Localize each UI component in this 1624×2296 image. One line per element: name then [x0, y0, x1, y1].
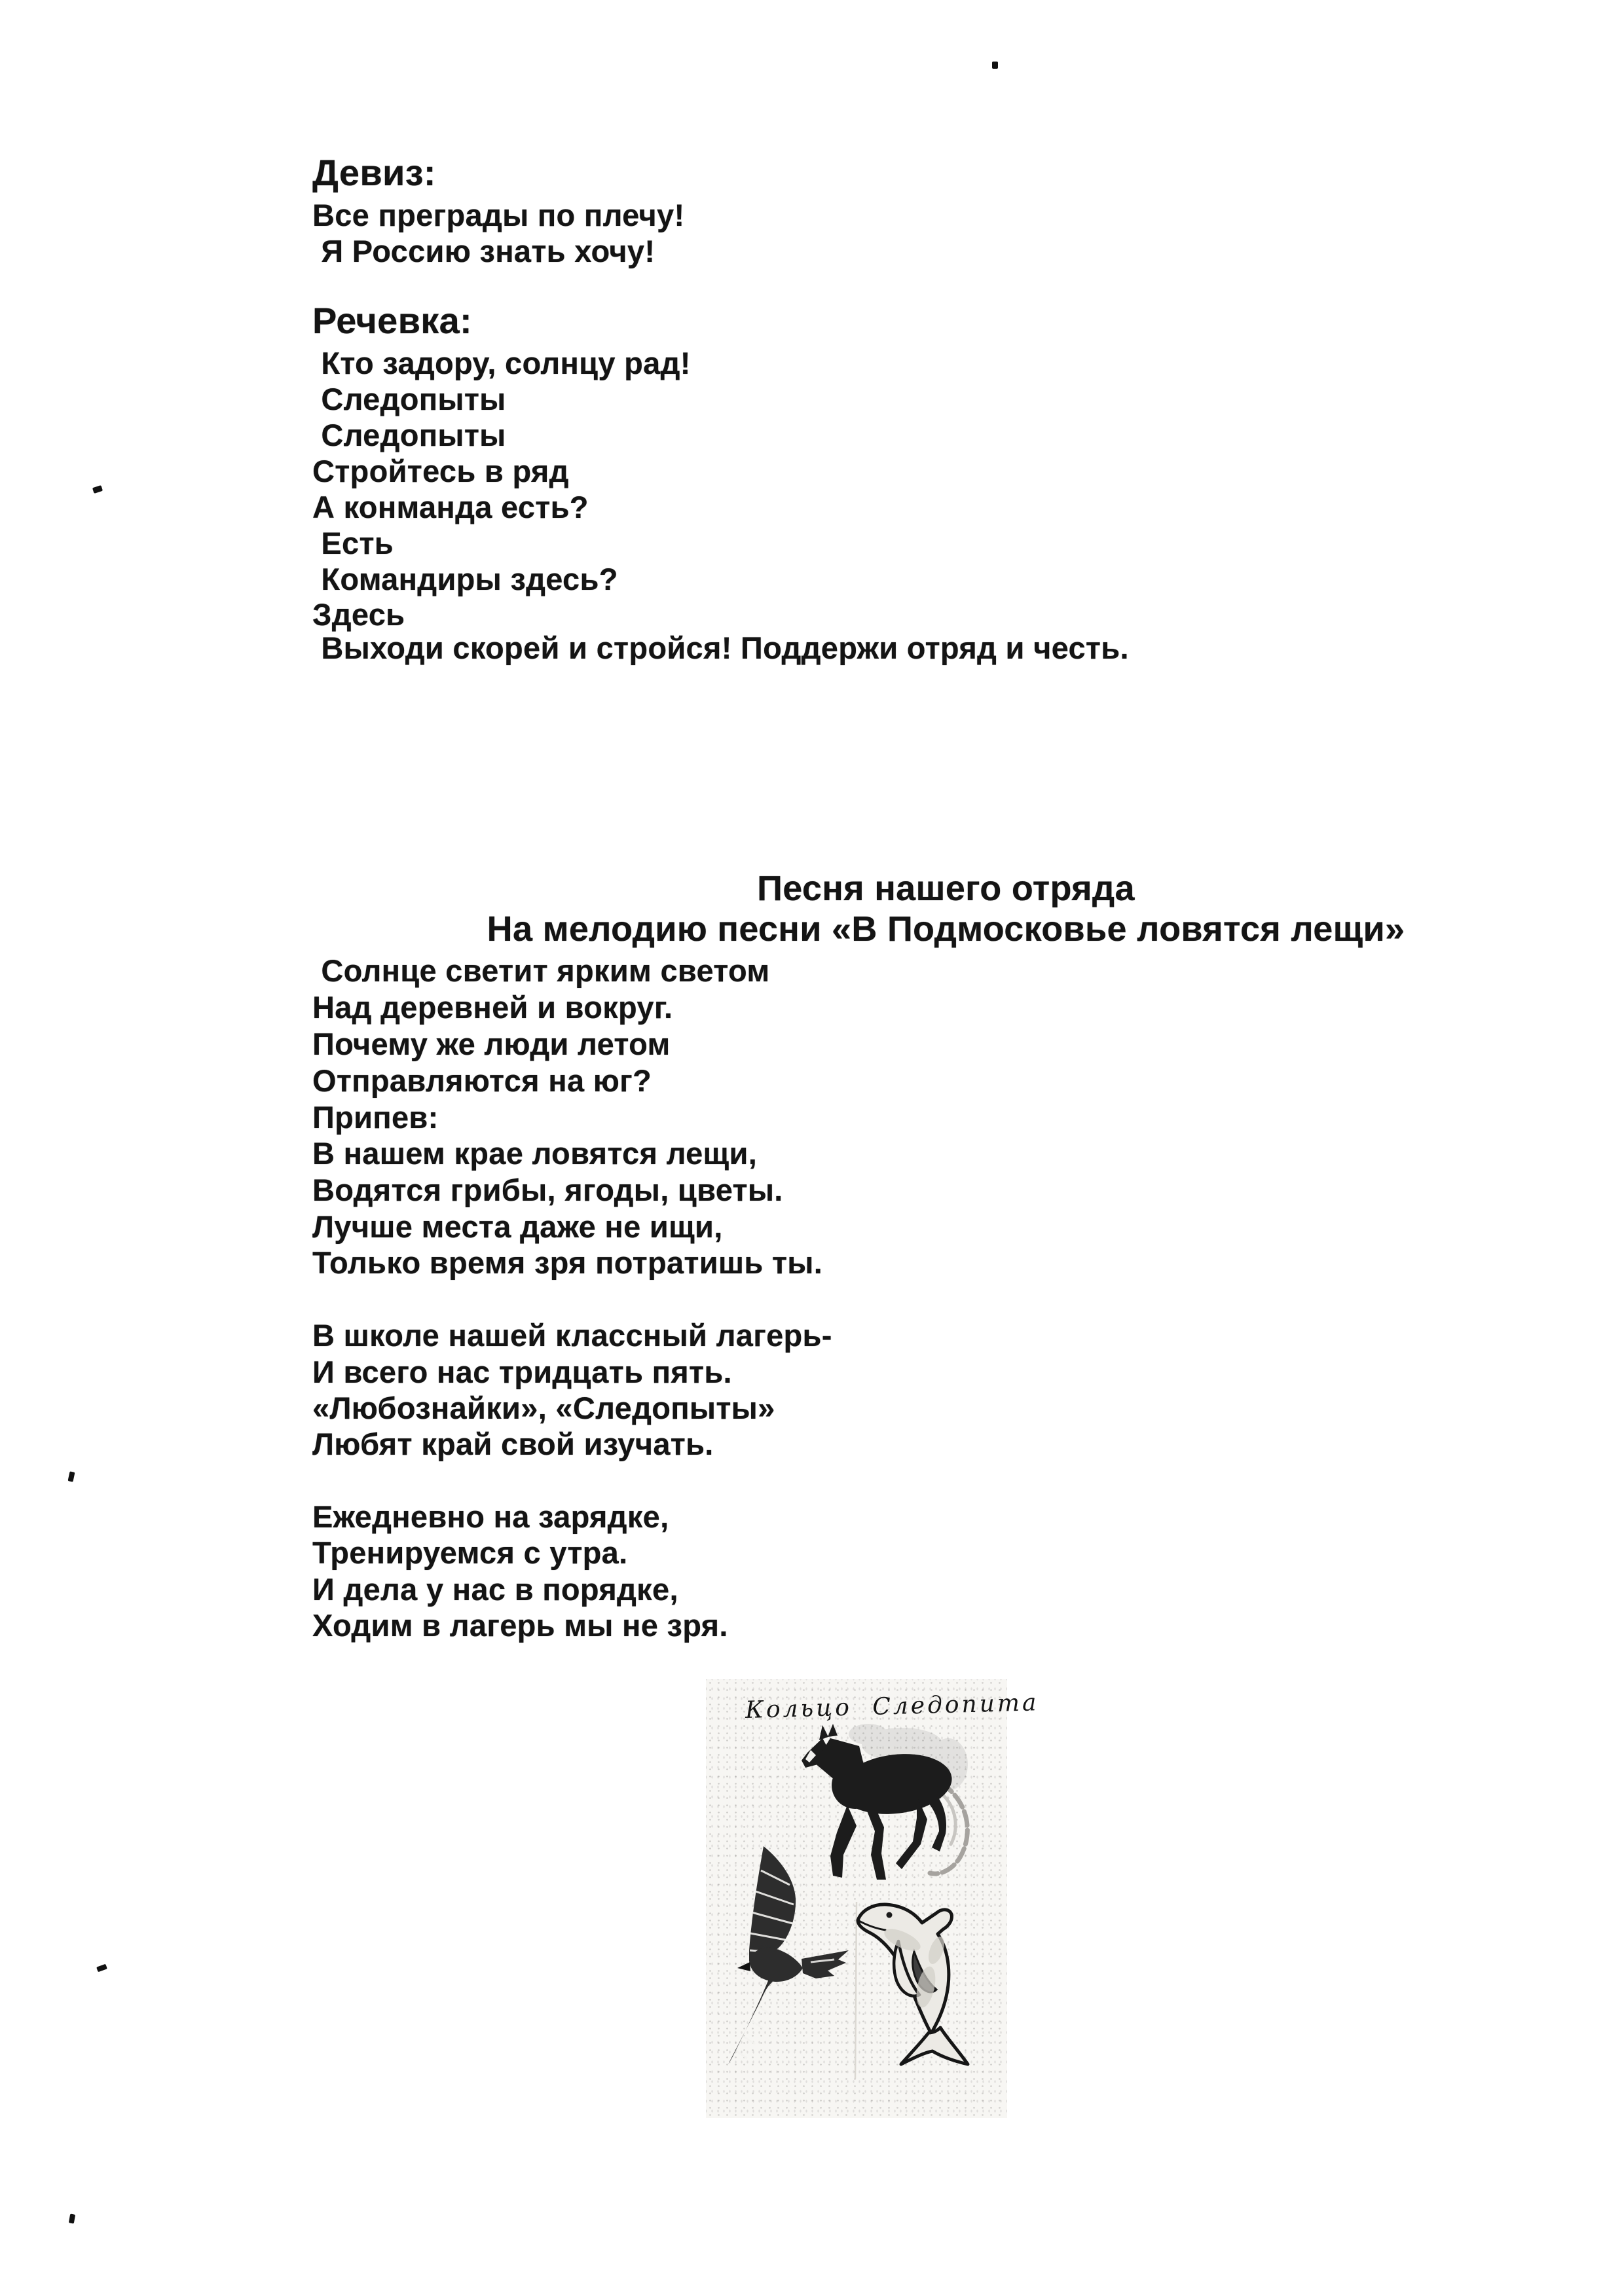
motto-line: Все преграды по плечу!: [312, 198, 685, 232]
song-line: Водятся грибы, ягоды, цветы.: [312, 1173, 783, 1207]
hand-drawing-photo: [706, 1679, 1039, 2118]
scan-speck: [92, 485, 103, 494]
song-line: Солнце светит ярким светом: [312, 953, 770, 988]
chant-line: Командиры здесь?: [312, 562, 618, 596]
scan-speck: [69, 2214, 75, 2223]
song-line: Ежедневно на зарядке,: [312, 1499, 669, 1534]
song-line: Ходим в лагерь мы не зря.: [312, 1608, 728, 1643]
chant-line: Здесь: [312, 597, 405, 632]
song-line: В нашем крае ловятся лещи,: [312, 1136, 758, 1171]
scan-speck: [68, 1471, 75, 1482]
scan-speck: [96, 1964, 107, 1973]
drawing-canvas: [706, 1679, 1039, 2118]
motto-line: Я Россию знать хочу!: [312, 234, 655, 268]
chant-line: Есть: [312, 526, 394, 560]
chant-line: Следопыты: [312, 382, 506, 416]
chant-line: Следопыты: [312, 418, 506, 452]
drawing-caption: Кольцо Следопита: [745, 1689, 1039, 1724]
song-line: И дела у нас в порядке,: [312, 1572, 678, 1607]
chant-line: Выходи скорей и стройся! Поддержи отряд и честь.: [312, 630, 1129, 665]
song-line: Над деревней и вокруг.: [312, 990, 673, 1025]
song-line: В школе нашей классный лагерь-: [312, 1318, 832, 1353]
chant-heading: Речевка:: [312, 300, 473, 341]
song-line: Только время зря потратишь ты.: [312, 1245, 823, 1280]
chant-line: А конманда есть?: [312, 490, 589, 524]
song-chorus-label: Припев:: [312, 1100, 439, 1135]
song-line: Отправляются на юг?: [312, 1063, 652, 1098]
dolphin-drawing: [858, 1904, 968, 2064]
song-subtitle: На мелодию песни «В Подмосковье ловятся лещи»: [487, 909, 1405, 949]
song-line: Тренируемся с утра.: [312, 1535, 628, 1570]
chant-line: Кто задору, солнцу рад!: [312, 346, 691, 380]
chant-line: Стройтесь в ряд: [312, 454, 569, 488]
scan-speck: [992, 62, 998, 69]
song-line: Лучше места даже не ищи,: [312, 1209, 723, 1244]
song-title: Песня нашего отряда: [757, 869, 1135, 908]
song-line: И всего нас тридцать пять.: [312, 1355, 732, 1389]
song-line: Любят край свой изучать.: [312, 1427, 714, 1461]
song-line: «Любознайки», «Следопыты»: [312, 1391, 775, 1425]
motto-heading: Девиз:: [312, 152, 436, 193]
bird-drawing: [728, 1846, 849, 2064]
song-line: Почему же люди летом: [312, 1027, 671, 1061]
photo-crease: [855, 1902, 857, 2079]
